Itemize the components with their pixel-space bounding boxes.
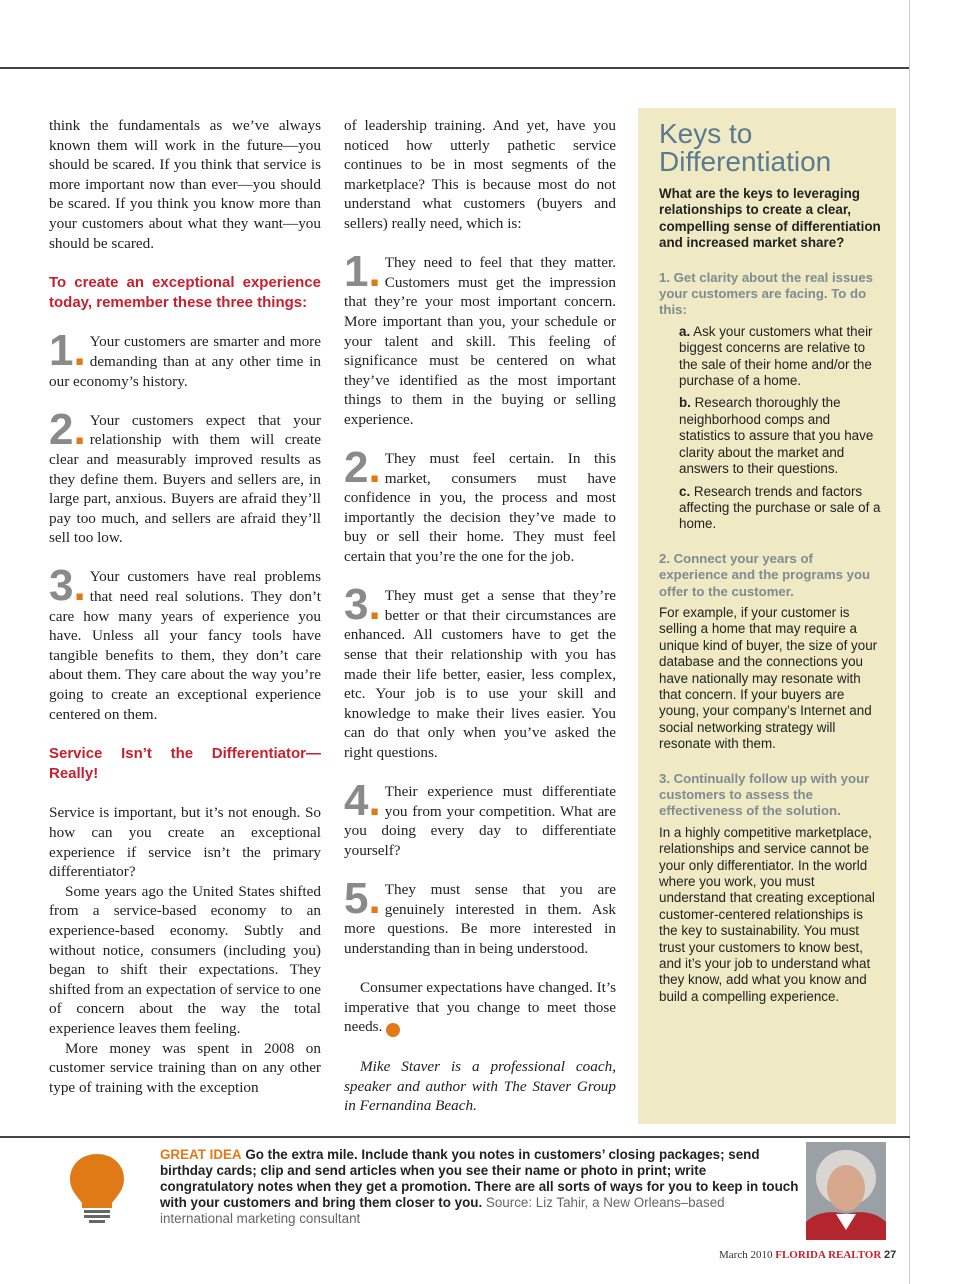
paragraph: think the fundamentals as we’ve always known them will work in the future—you should be scared. If you think that service is more important now than ever—you should be scared. If you think you know more than your customers about what they want—you should be scared.: [49, 117, 321, 252]
sidebar-body: In a highly competitive marketplace, relationships and service cannot be your only differentiator. In the world where you work, you must understand that creating exceptional customer-centered relationships is the key to sustainability. You must trust your customers to know best, and it’s your job to understand what they know, add what you know and build a compelling experience.: [659, 824, 875, 1004]
sidebar-body: For example, if your customer is selling a home that may require a unique kind of buyer, the size of your database and the connections you have nationally may resonate with that concern. If your buyers are young, your company’s Internet and social networking strategy will resonate with them.: [659, 604, 878, 752]
page-footer: [719, 1249, 896, 1261]
end-mark-icon: R: [386, 1023, 400, 1037]
author-byline: Mike Staver is a professional coach, speaker and author with The Staver Group in Fernandina Beach.: [344, 1057, 616, 1115]
sidebar-box: [638, 108, 896, 1124]
item-number: 2.: [344, 443, 381, 493]
item-number: 1.: [49, 326, 86, 376]
page-number: 27: [884, 1249, 897, 1261]
paragraph: Service is important, but it’s not enough. So how can you create an exceptional experience if service isn’t the primary differentiator?: [49, 804, 321, 881]
item-number: 2.: [49, 404, 86, 454]
paragraph: Consumer expectations have changed. It’s imperative that you change to meet those needs. R: [344, 979, 616, 1036]
lightbulb-icon: [62, 1150, 132, 1224]
issue-date: March 2010: [719, 1249, 773, 1261]
sidebar-intro: What are the keys to leveraging relationships to create a clear, compelling sense of differentiation and increased market share?: [659, 186, 881, 251]
page-edge-rule: [909, 0, 910, 1284]
portrait-photo: [806, 1142, 886, 1240]
numbered-item: 4. Their experience must differentiate you from your competition. What are you doing every day to differentiate yourself?: [344, 776, 616, 859]
item-number: 3.: [344, 580, 381, 630]
item-number: 1.: [344, 247, 381, 297]
column-1: [49, 116, 321, 1097]
source-credit: Source: Liz Tahir, a New Orleans–based international marketing consultant: [160, 1195, 725, 1226]
numbered-item: 2. Your customers expect that your relationship with them will create clear and measurably improved results as they define them. Buyers and sellers are, in large part, anxious. Buyers are afraid they’ll pay too much, and sellers are afraid they’ll sell too low.: [49, 404, 321, 547]
column-2: [344, 116, 616, 1116]
sidebar-subitem: c. Research trends and factors affecting the purchase or sale of a home.: [679, 483, 881, 532]
sidebar-heading: 2. Connect your years of experience and the programs you offer to the customer.: [659, 550, 871, 599]
sidebar-subitem: b. Research thoroughly the neighborhood comps and statistics to assure that you have clarity about the market and answers to their questions.: [679, 395, 874, 477]
subheading: Service Isn’t the Differentiator—Really!: [49, 744, 321, 782]
sidebar-heading: 1. Get clarity about the real issues your customers are facing. To do this:: [659, 269, 874, 318]
subheading: To create an exceptional experience today, remember these three things:: [49, 273, 321, 311]
paragraph: Some years ago the United States shifted from a service-based economy to an experience-based economy. Subtly and without notice, consumers (including you) began to shift their expectations. They shifted from an expectation of service to one of concern about the way the total experience leaves them feeling.: [49, 882, 321, 1037]
item-number: 5.: [344, 874, 381, 924]
bottom-rule: [0, 1136, 910, 1138]
numbered-item: 2. They must feel certain. In this market, consumers must have confidence in you, the process and most importantly the decision they’ve made to buy or sell their home. They must feel certain that you’re the one for the job.: [344, 443, 616, 566]
numbered-item: 1. They need to feel that they matter. Customers must get the impression that they’re your most important concern. More important than you, your schedule or your talent and skill. This feeling of significance must be centered on what they’ve identified as the most important things to them in the buying or selling experience.: [344, 247, 616, 428]
item-number: 4.: [344, 776, 381, 826]
sidebar-title: Keys to Differentiation: [659, 118, 832, 177]
top-rule: [0, 67, 910, 69]
numbered-item: 3. They must get a sense that they’re better or that their circumstances are enhanced. All customers have to get the sense that their relationship with you has made their life better, easier, less complex, etc. Your job is to use your skill and knowledge to make their lives easier. You can do that only when you’ve asked the right questions.: [344, 580, 616, 761]
paragraph: More money was spent in 2008 on customer service training than on any other type of training with the exception: [49, 1039, 321, 1096]
paragraph: of leadership training. And yet, have you noticed how utterly pathetic service continues to be in most segments of the marketplace? This is because most do not understand what customers (buyers and sellers) really need, which is:: [344, 117, 616, 232]
sidebar-heading: 3. Continually follow up with your customers to assess the effectiveness of the solution.: [659, 770, 870, 819]
sidebar-subitem: a. Ask your customers what their biggest concerns are relative to the sale of their home and/or the purchase of a home.: [679, 323, 873, 389]
numbered-item: 5. They must sense that you are genuinely interested in them. Ask more questions. Be more interested in understanding than in being understood.: [344, 874, 616, 957]
great-idea-text: GREAT IDEA Go the extra mile. Include thank you notes in customers’ closing packages; send birthday cards; clip and send articles when you see their name or photo in print; write congratulatory notes when they get a promotion. There are all sorts of ways for you to keep in touch with your customers and bring them closer to you. Source: Liz Tahir, a New Orleans–based international marketing consultant: [160, 1147, 799, 1226]
numbered-item: 3. Your customers have real problems that need real solutions. They don’t care how many years of experience you have. Unless all your fancy tools have tangible benefits to them, they don’t care about them. They care about the way you’re going to create an exceptional experience centered on them.: [49, 561, 321, 723]
magazine-name: FLORIDA REALTOR: [775, 1249, 882, 1261]
numbered-item: 1. Your customers are smarter and more demanding than at any other time in our economy’s history.: [49, 326, 321, 390]
item-number: 3.: [49, 561, 86, 611]
great-idea-label: GREAT IDEA: [160, 1147, 242, 1162]
